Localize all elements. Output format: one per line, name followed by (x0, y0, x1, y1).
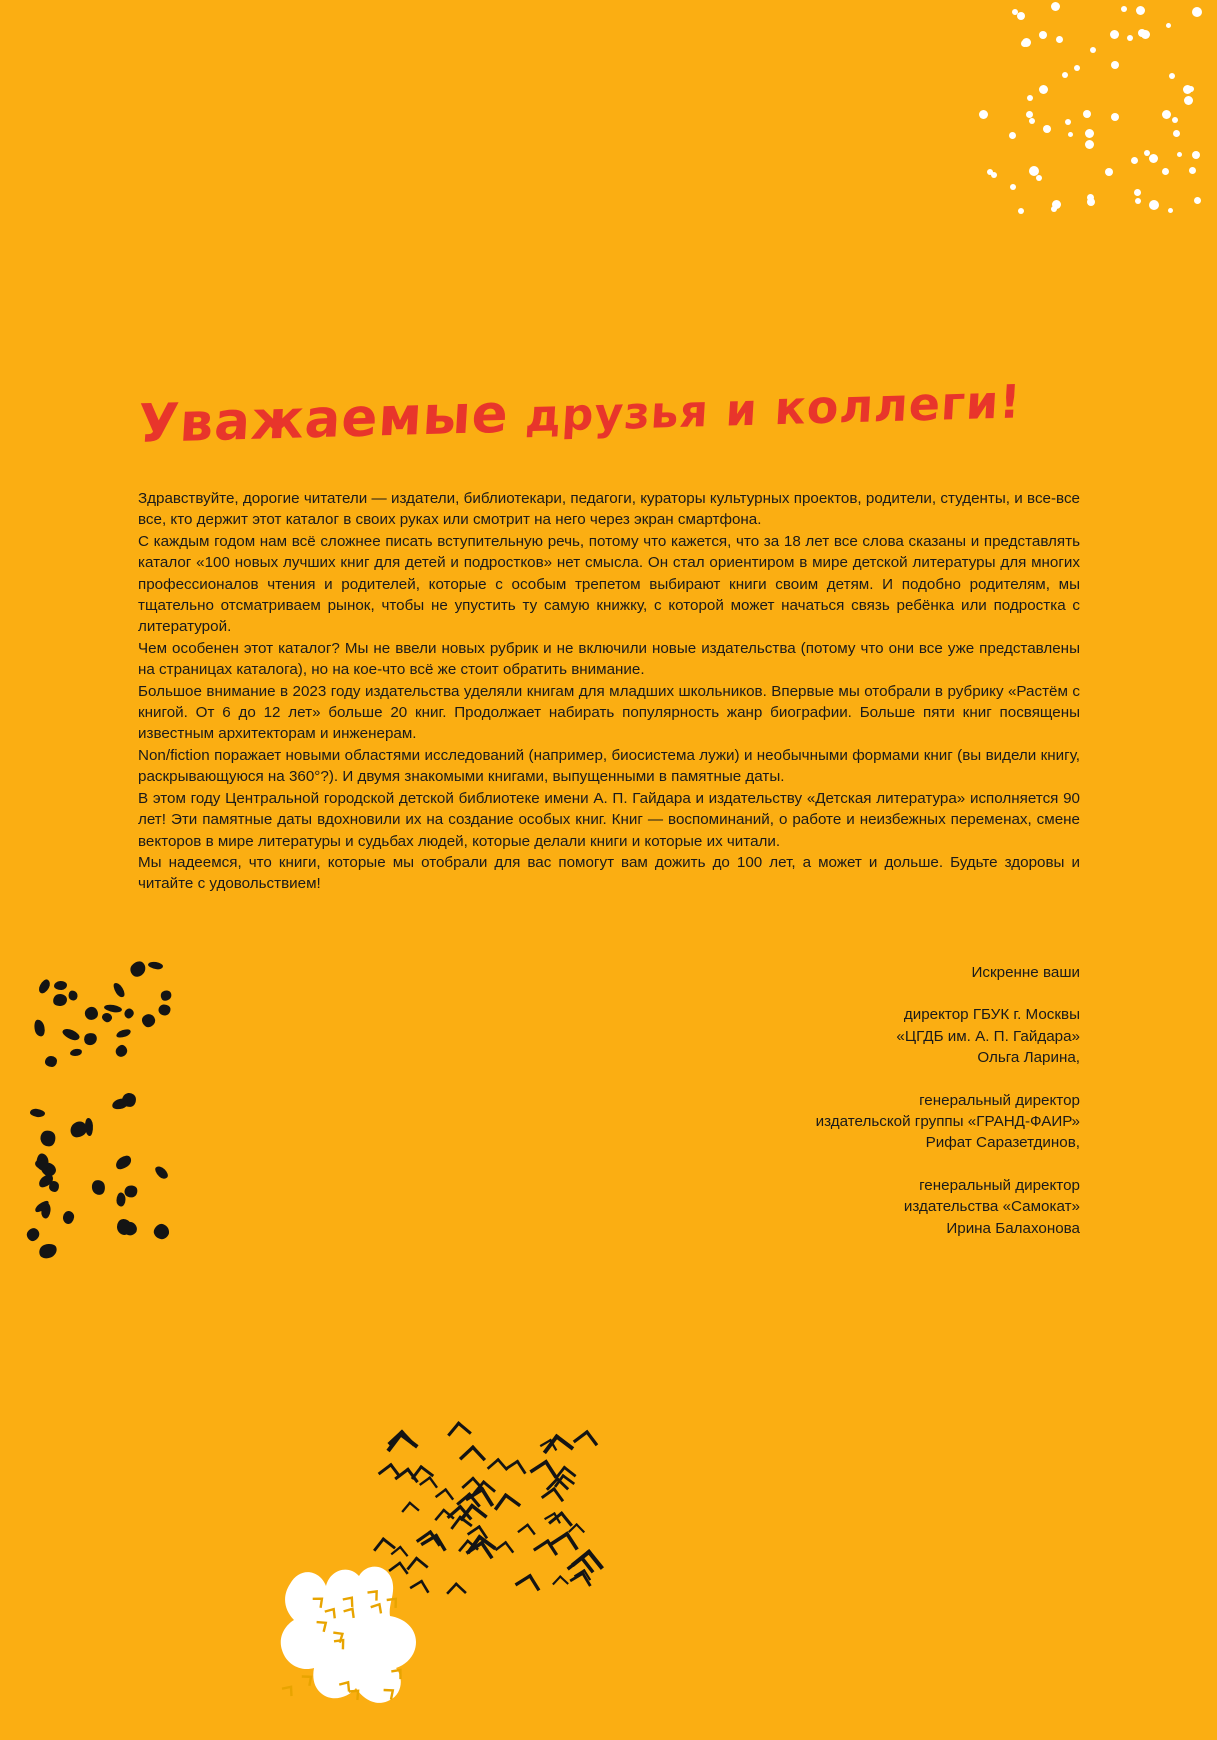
paragraph: С каждым годом нам всё сложнее писать вступительную речь, потому что кажется, что за 18 лет все слова сказаны и представлять каталог «100 новых лучших книг для детей и подростков» нет смысла. Он стал ориентиром в мире детской литературы для многих профессионалов чтения и родителей, которые с особым трепетом выбирают книги своим детям. И подобно родителям, мы тщательно отсматриваем рынок, чтобы не упустить ту самую книжку, с которой может начаться связь ребёнка или подростка с литературой. (138, 532, 1080, 636)
closing-text: Искренне ваши (971, 964, 1080, 981)
signer-role-line: «ЦГДБ им. А. П. Гайдара» (896, 1027, 1080, 1045)
white-paw-blob-icon (232, 1548, 444, 1740)
signature-closing (660, 962, 1080, 983)
paragraph: Большое внимание в 2023 году издательства уделяли книгам для младших школьников. Впервые мы отобрали в рубрику «Растём с книгой. От 6 до 12 лет» больше 20 книг. Продолжает набирать популярность жанр биографии. Больше пяти книг посвящены известным архитекторам и инженерам. (138, 682, 1080, 743)
black-chevron-flock-icon (370, 1425, 630, 1605)
paragraph: В этом году Центральной городской детской библиотеке имени А. П. Гайдара и издательству «Детская литература» исполняется 90 лет! Эти памятные даты вдохновили их на создание особых книг. Книг — воспоминаний, о работе и неизбежных переменах, смене векторов в мире литературы и судьбах людей, которые делали книги и которые их читали. (138, 789, 1080, 850)
signer-role-line: генеральный директор (919, 1091, 1080, 1109)
signer (660, 1090, 1080, 1154)
signer-role-line: директор ГБУК г. Москвы (903, 1006, 1080, 1024)
signer-role-line: издательства «Самокат» (903, 1198, 1080, 1216)
signer-role-line: издательской группы «ГРАНД-ФАИР» (815, 1113, 1080, 1131)
headline-word-4: коллеги! (773, 374, 1023, 436)
headline-word-1: Уважаемые (136, 383, 511, 456)
signature-block (660, 962, 1080, 1239)
signer (660, 1175, 1080, 1239)
white-dot-cloud-icon (957, 0, 1217, 230)
black-speck-cloud-icon (22, 955, 182, 1275)
paragraph: Здравствуйте, дорогие читатели — издатели, библиотекари, педагоги, кураторы культурных проектов, родители, студенты, и все-все все, кто держит этот каталог в своих руках или смотрит на него через экран смартфона. (138, 490, 1080, 529)
intro-body-text (138, 488, 1080, 895)
signer (660, 1004, 1080, 1068)
paragraph: Чем особенен этот каталог? Мы не ввели новых рубрик и не включили новые издательства (потому что они все уже представлены на страницах каталога), но на кое-что всё же стоит обратить внимание. (138, 639, 1080, 679)
signer-name: Рифат Саразетдинов, (925, 1134, 1080, 1152)
signer-name: Ольга Ларина, (977, 1049, 1080, 1067)
headline-word-2: друзья (523, 386, 711, 443)
paragraph: Мы надеемся, что книги, которые мы отобрали для вас помогут вам дожить до 100 лет, а может и дольше. Будьте здоровы и читайте с удовольствием! (138, 853, 1080, 893)
signer-role-line: генеральный директор (919, 1176, 1080, 1194)
headline-word-3: и (724, 384, 760, 437)
page-title (136, 374, 1023, 456)
signer-name: Ирина Балахонова (946, 1219, 1080, 1237)
paragraph: Non/fiction поражает новыми областями исследований (например, биосистема лужи) и необычными формами книг (вы видели книгу, раскрывающуюся на 360°?). И двумя знакомыми книгами, выпущенными в памятные даты. (138, 746, 1080, 786)
